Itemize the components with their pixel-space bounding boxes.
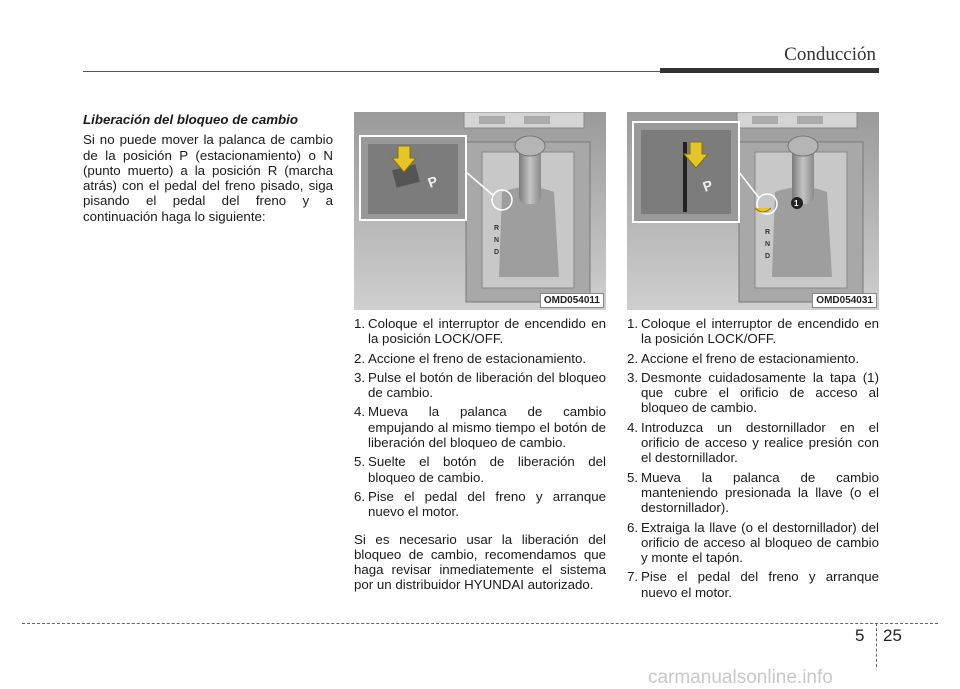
- step-item: [627, 316, 879, 347]
- step-text: Coloque el interruptor de encendido en la posición LOCK/OFF.: [641, 316, 879, 347]
- figure-caption: OMD054031: [812, 293, 877, 308]
- gear-position-label: D: [765, 253, 771, 260]
- step-item: [354, 370, 606, 401]
- step-text: Accione el freno de estacionamiento.: [368, 350, 587, 366]
- gear-indicator-p: P: [425, 172, 440, 191]
- recommendation-note: Si es necesario usar la liberación del bloqueo de cambio, recomendamos que haga revisar inmediatemente el sistema por un distribuidor HYUNDAI autorizado.: [354, 531, 606, 593]
- step-number: 6.: [627, 519, 639, 535]
- step-text: Mueva la palanca de cambio empujando al mismo tiempo el botón de liberación del bloqueo de cambio.: [368, 404, 606, 451]
- step-item: [627, 569, 879, 600]
- figure-caption: OMD054011: [540, 293, 604, 308]
- procedure-steps: [354, 316, 606, 520]
- gear-indicator-p: P: [700, 176, 715, 195]
- step-number: 3.: [354, 369, 366, 385]
- shift-lock-figure-2: [627, 112, 879, 310]
- shift-lever-illustration: [354, 112, 606, 310]
- step-item: [354, 489, 606, 520]
- step-item: [627, 370, 879, 416]
- step-number: 3.: [627, 369, 639, 385]
- shift-lock-figure-1: [354, 112, 606, 310]
- step-text: Coloque el interruptor de encendido en la posición LOCK/OFF.: [368, 316, 606, 347]
- step-number: 2.: [627, 350, 639, 366]
- step-text: Extraiga la llave (o el destornillador) del orificio de acceso al bloqueo de cambio y monte el tapón.: [641, 519, 879, 566]
- step-text: Introduzca un destornillador en el orificio de acceso y realice presión con el destornillador.: [641, 419, 879, 466]
- gear-position-label: R: [765, 229, 771, 236]
- gear-position-label: N: [765, 241, 771, 248]
- section-heading: Liberación del bloqueo de cambio: [83, 112, 298, 127]
- step-item: [354, 316, 606, 347]
- step-item: [354, 351, 606, 366]
- step-item: [354, 404, 606, 450]
- step-text: Pulse el botón de liberación del bloqueo de cambio.: [368, 369, 606, 401]
- step-number: 7.: [627, 569, 639, 585]
- step-text: Suelte el botón de liberación del bloqueo de cambio.: [368, 454, 606, 485]
- step-text: Accione el freno de estacionamiento.: [641, 350, 860, 366]
- callout-number: 1: [794, 199, 799, 208]
- section-title: Conducción: [784, 44, 876, 65]
- step-item: [627, 520, 879, 566]
- step-item: [627, 470, 879, 516]
- step-text: Desmonte cuidadosamente la tapa (1) que cubre el orificio de acceso al bloqueo de cambio.: [641, 369, 879, 416]
- page-number: 25: [883, 626, 902, 645]
- step-text: Pise el pedal del freno y arranque nuevo el motor.: [368, 488, 606, 520]
- footer-rule: [22, 623, 938, 624]
- gear-position-label: R: [494, 225, 500, 232]
- step-number: 6.: [354, 488, 366, 504]
- step-number: 4.: [627, 419, 639, 435]
- intro-column: [83, 112, 333, 224]
- gear-position-label: D: [494, 249, 500, 256]
- step-item: [354, 454, 606, 485]
- step-text: Mueva la palanca de cambio manteniendo presionada la llave (o el destornillador).: [641, 469, 879, 516]
- step-number: 5.: [354, 454, 366, 470]
- procedure-column-2: [627, 316, 879, 604]
- step-number: 1.: [627, 316, 639, 331]
- step-item: [627, 420, 879, 466]
- step-number: 5.: [627, 469, 639, 485]
- footer-divider: [876, 623, 877, 667]
- chapter-number: 5: [855, 626, 865, 645]
- step-item: [627, 351, 879, 366]
- step-text: Pise el pedal del freno y arranque nuevo el motor.: [641, 569, 879, 600]
- intro-paragraph: Si no puede mover la palanca de cambio de la posición P (estacionamiento) o N (punto muerto) a la posición R (marcha atrás) con el pedal del freno pisado, siga pisando el pedal del freno y a continuación haga lo siguiente:: [83, 132, 333, 224]
- step-number: 1.: [354, 316, 366, 331]
- step-number: 2.: [354, 350, 366, 366]
- procedure-column-1: [354, 316, 606, 606]
- shift-lever-illustration: [627, 112, 879, 310]
- watermark: carmanualsonline.info: [648, 667, 833, 688]
- step-number: 4.: [354, 404, 366, 420]
- procedure-steps: [627, 316, 879, 600]
- header-accent-bar: [660, 68, 879, 73]
- gear-position-label: N: [494, 237, 500, 244]
